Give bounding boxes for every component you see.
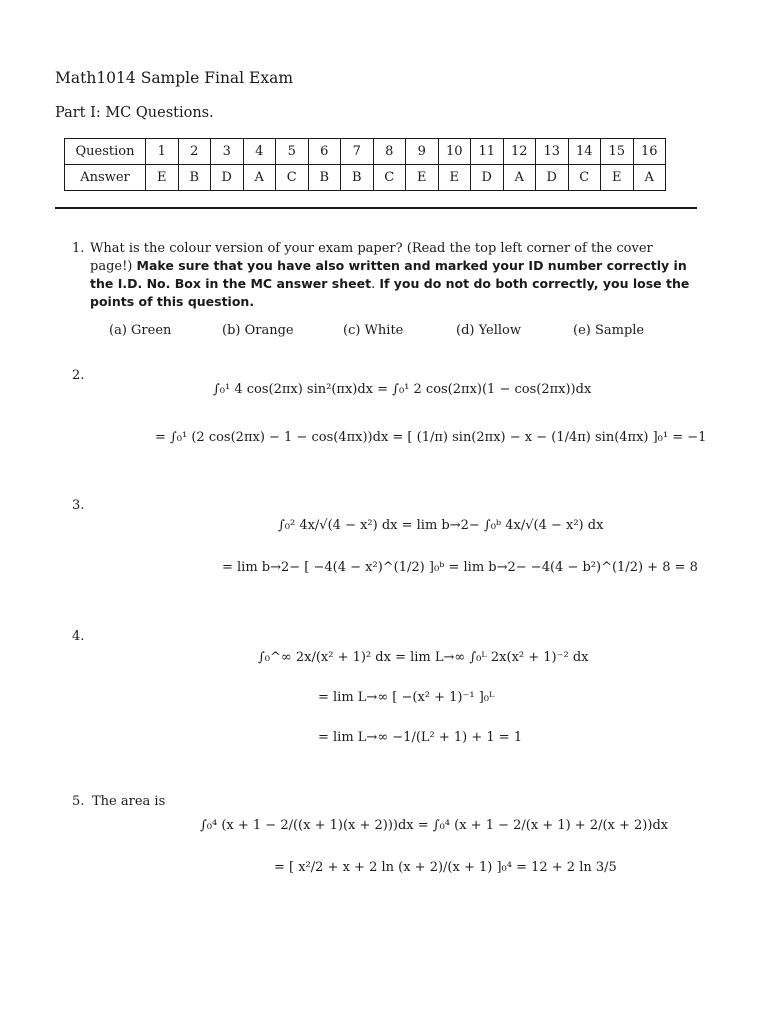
question-cell: 13 <box>536 139 569 165</box>
question-row <box>65 139 666 165</box>
question-cell: 15 <box>601 139 634 165</box>
answer-cell: E <box>601 165 634 191</box>
question-3-line-2: = lim b→2− [ −4(4 − x²)^(1/2) ]₀ᵇ = lim b→2− −4(4 − b²)^(1/2) + 8 = 8 <box>222 560 698 575</box>
choice-d: (d) Yellow <box>456 323 522 338</box>
choice-c: (c) White <box>343 323 404 338</box>
answer-cell: E <box>406 165 439 191</box>
answer-cell: E <box>438 165 471 191</box>
answer-cell: D <box>471 165 504 191</box>
question-3-line-1: ∫₀² 4x/√(4 − x²) dx = lim b→2− ∫₀ᵇ 4x/√(4 − x²) dx <box>278 518 604 533</box>
page-title: Math1014 Sample Final Exam <box>55 69 294 87</box>
question-cell: 3 <box>211 139 244 165</box>
row-label-answer: Answer <box>65 165 146 191</box>
row-label-question: Question <box>65 139 146 165</box>
section-divider <box>55 207 697 209</box>
question-4-line-2: = lim L→∞ [ −(x² + 1)⁻¹ ]₀ᴸ <box>318 690 495 705</box>
answer-cell: C <box>276 165 309 191</box>
question-2-line-1: ∫₀¹ 4 cos(2πx) sin²(πx)dx = ∫₀¹ 2 cos(2πx)(1 − cos(2πx))dx <box>213 382 592 397</box>
answer-cell: D <box>536 165 569 191</box>
question-cell: 7 <box>341 139 374 165</box>
question-1-bold-warning: If you do not do both correctly, you lose the points of this question. <box>90 276 690 309</box>
question-4-line-3: = lim L→∞ −1/(L² + 1) + 1 = 1 <box>318 730 523 745</box>
answer-cell: B <box>178 165 211 191</box>
answer-cell: B <box>308 165 341 191</box>
question-cell: 2 <box>178 139 211 165</box>
answer-cell: A <box>633 165 666 191</box>
question-1-text: What is the colour version of your exam paper? (Read the top left corner of the cover page!) <box>90 241 653 274</box>
answer-cell: C <box>373 165 406 191</box>
question-cell: 11 <box>471 139 504 165</box>
answer-cell: A <box>243 165 276 191</box>
question-cell: 6 <box>308 139 341 165</box>
choice-b: (b) Orange <box>222 323 294 338</box>
question-cell: 16 <box>633 139 666 165</box>
question-cell: 1 <box>146 139 179 165</box>
question-2-line-2: = ∫₀¹ (2 cos(2πx) − 1 − cos(4πx))dx = [ (1/π) sin(2πx) − x − (1/4π) sin(4πx) ]₀¹ = −1 <box>155 430 707 445</box>
part-title: Part I: MC Questions. <box>55 105 214 121</box>
question-cell: 9 <box>406 139 439 165</box>
question-5-lead: The area is <box>92 794 166 809</box>
choice-e: (e) Sample <box>573 323 645 338</box>
question-1-period: . <box>371 277 376 292</box>
question-5-line-2: = [ x²/2 + x + 2 ln (x + 2)/(x + 1) ]₀⁴ = 12 + 2 ln 3/5 <box>274 860 617 875</box>
question-cell: 4 <box>243 139 276 165</box>
question-3-number: 3. <box>72 498 85 513</box>
question-2-number: 2. <box>72 368 85 383</box>
question-1-bold-instruction: Make sure that you have also written and marked your ID number correctly in the I.D. No. Box in the MC answer sheet <box>90 258 687 291</box>
question-4-line-1: ∫₀^∞ 2x/(x² + 1)² dx = lim L→∞ ∫₀ᴸ 2x(x² + 1)⁻² dx <box>258 650 589 665</box>
answer-cell: A <box>503 165 536 191</box>
question-cell: 8 <box>373 139 406 165</box>
question-4-number: 4. <box>72 629 85 644</box>
answer-cell: E <box>146 165 179 191</box>
question-cell: 10 <box>438 139 471 165</box>
answer-cell: D <box>211 165 244 191</box>
answer-row <box>65 165 666 191</box>
answer-cell: C <box>568 165 601 191</box>
question-1-number: 1. <box>72 241 85 256</box>
choice-a: (a) Green <box>109 323 172 338</box>
answer-cell: B <box>341 165 374 191</box>
answer-table <box>64 138 666 191</box>
question-cell: 12 <box>503 139 536 165</box>
question-5-number: 5. <box>72 794 85 809</box>
question-cell: 14 <box>568 139 601 165</box>
question-1 <box>72 240 698 311</box>
question-5-line-1: ∫₀⁴ (x + 1 − 2/((x + 1)(x + 2)))dx = ∫₀⁴ (x + 1 − 2/(x + 1) + 2/(x + 2))dx <box>200 818 669 833</box>
question-cell: 5 <box>276 139 309 165</box>
